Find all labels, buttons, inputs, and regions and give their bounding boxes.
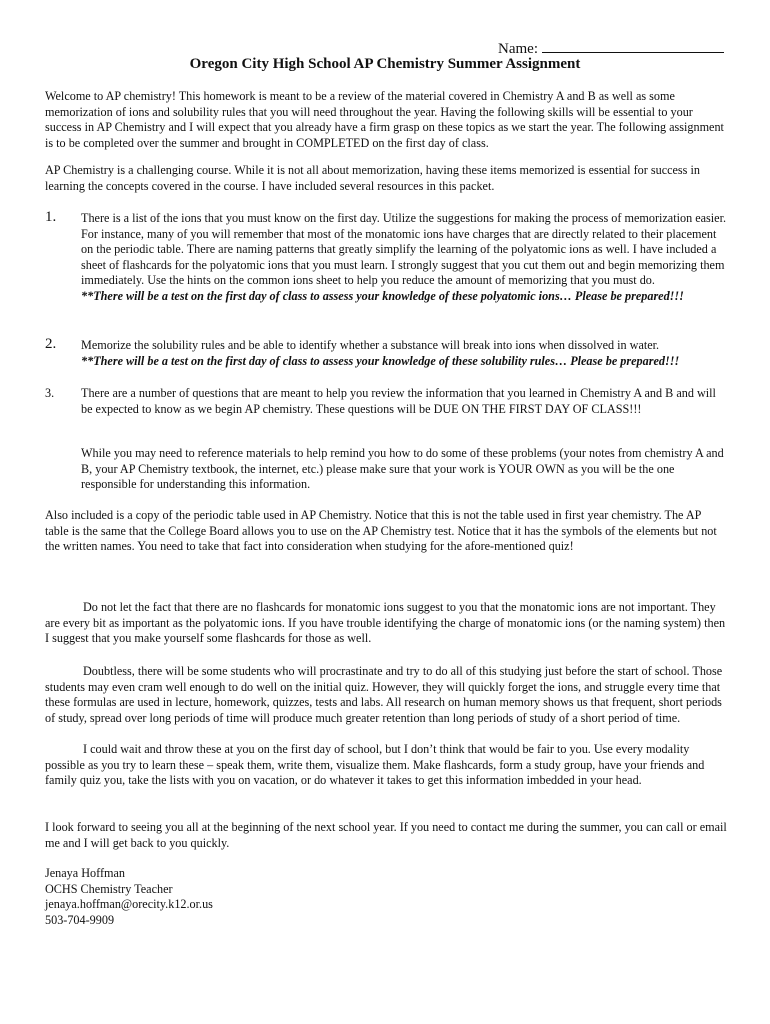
list-item-ions xyxy=(45,211,727,305)
item-warning: **There will be a test on the first day of class to assess your knowledge of these polyatomic ions… Please be prepared!!! xyxy=(81,288,684,303)
item-number: 2. xyxy=(45,336,57,352)
item-warning: **There will be a test on the first day of class to assess your knowledge of these solubility rules… Please be prepared!!! xyxy=(81,353,680,368)
monatomic-paragraph: Do not let the fact that there are no flashcards for monatomic ions suggest to you that the monatomic ions are not important. They are every bit as important as the polyatomic ions. If you have trouble identifying the charge of monatomic ions (or the naming system) then I suggest that you make yourself some flashcards for those as well. xyxy=(45,600,726,646)
list-item-solubility xyxy=(45,338,727,369)
name-blank-line xyxy=(542,38,724,53)
item-text: Memorize the solubility rules and be able to identify whether a substance will break into ions when dissolved in water. xyxy=(81,338,660,352)
intro-paragraph-welcome: Welcome to AP chemistry! This homework is meant to be a review of the material covered in Chemistry A and B as well as some memorization of ions and solubility rules that you will need throughout the year. Having the following skills will be essential to your success in AP Chemistry and I will expect that you already have a firm grasp on these topics as we start the year. The following assignment is to be completed over the summer and brought in COMPLETED on the first day of class. xyxy=(45,89,724,150)
modality-paragraph: I could wait and throw these at you on the first day of school, but I don’t think that would be fair to you. Use every modality possible as you try to learn these – speak them, write them, visualize them. Make flashcards, form a study group, have your friends and family quiz you, take the lists with you on vacation, or do whatever it takes to get this information imbedded in your head. xyxy=(45,742,705,788)
item-number: 1. xyxy=(45,209,57,225)
item-text: There is a list of the ions that you must know on the first day. Utilize the suggestions for making the process of memorization easier. For instance, many of you will remember that most of the monatomic ions have charges that are directly related to their placement on the periodic table. There are naming patterns that greatly simplify the learning of the polyatomic ions as well. I have included a sheet of flashcards for the polyatomic ions that you must learn. I strongly suggest that you cut them out and begin memorizing them immediately. Use the hints on the common ions sheet to help you reduce the amount of memorizing that you must do. xyxy=(81,211,727,288)
item-number: 3. xyxy=(45,386,55,400)
intro-paragraph-challenge: AP Chemistry is a challenging course. While it is not all about memorization, having these items memorized is essential for success in learning the concepts covered in the course. I have included several resources in this packet. xyxy=(45,163,700,193)
signature-role: OCHS Chemistry Teacher xyxy=(45,881,173,896)
closing-paragraph: I look forward to seeing you all at the beginning of the next school year. If you need to contact me during the summer, you can call or email me and I will get back to you quickly. xyxy=(45,820,727,850)
signature-phone: 503-704-9909 xyxy=(45,912,115,927)
list-item-questions xyxy=(45,386,727,417)
page-title: Oregon City High School AP Chemistry Summer Assignment xyxy=(189,56,581,72)
signature-block xyxy=(45,866,727,928)
signature-email: jenaya.hoffman@orecity.k12.or.us xyxy=(45,897,213,912)
item-text: There are a number of questions that are meant to help you review the information that you learned in Chemistry A and B and will be expected to know as we begin AP chemistry. These questions will be DUE ON THE FIRST DAY OF CLASS!!! xyxy=(81,386,716,416)
periodic-table-paragraph: Also included is a copy of the periodic table used in AP Chemistry. Notice that this is not the table used in first year chemistry. The AP table is the same that the College Board allows you to use on the AP Chemistry test. Notice that it has the symbols of the elements but not the written names. You need to take that fact into consideration when studying for the afore-mentioned quiz! xyxy=(45,508,717,554)
signature-name: Jenaya Hoffman xyxy=(45,866,125,880)
procrastination-paragraph: Doubtless, there will be some students who will procrastinate and try to do all of this studying just before the start of school. Those students may even cram well enough to do well on the initial quiz. However, they will quickly forget the ions, and struggle every time that these formulas are used in lecture, homework, quizzes, tests and labs. All research on human memory shows us that frequent, short periods of study, spread over long periods of time will produce much greater retention than long periods of study of a short period of time. xyxy=(45,664,723,725)
item-note: While you may need to reference materials to help remind you how to do some of these problems (your notes from chemistry A and B, your AP Chemistry textbook, the internet, etc.) please make sure that your work is YOUR OWN as you will be the one responsible for understanding this information. xyxy=(81,446,724,492)
name-label: Name: xyxy=(498,41,538,57)
